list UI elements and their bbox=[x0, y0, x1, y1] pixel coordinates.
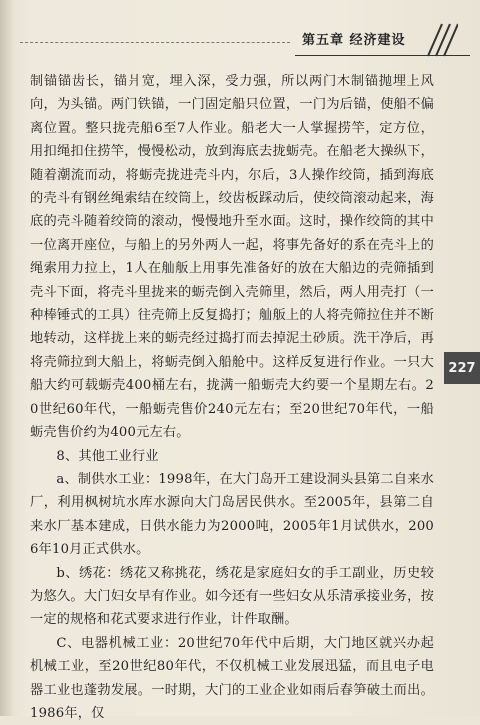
chapter-title: 第五章 经济建设 bbox=[302, 33, 406, 48]
binding-shadow bbox=[0, 0, 14, 716]
header-solid-rule bbox=[295, 55, 470, 56]
section-heading: 8、其他工业行业 bbox=[56, 448, 159, 464]
running-header bbox=[10, 20, 470, 60]
page-number: 227 bbox=[444, 352, 480, 384]
header-slash-ornament bbox=[414, 22, 458, 58]
paragraph-water-supply: a、制供水工业：1998年，在大门岛开工建设洞头县第二自来水厂，利用枫树坑水库水源向大门岛居民供水。至2005年，县第二自来水厂基本建成，日供水能力为2000吨，2005年1月试供水，2006年10月正式供水。 bbox=[30, 471, 434, 558]
paragraph-electrical-machinery: C、电器机械工业：20世纪70年代中后期，大门地区就兴办起机械工业，至20世纪80年代，不仅机械工业发展迅猛，而且电子电器工业也蓬勃发展。一时期，大门的工业企业如雨后春笋破土而出。1986年，仅 bbox=[30, 635, 434, 721]
paragraph-embroidery: b、绣花：绣花又称挑花，绣花是家庭妇女的手工副业，历史较为悠久。大门妇女早有作业。如今还有一些妇女从乐清承接业务，按一定的规格和花式要求进行作业，计件取酬。 bbox=[30, 565, 434, 628]
header-dashed-rule bbox=[20, 42, 290, 43]
body-text bbox=[30, 70, 434, 725]
paragraph-continued: 制锚锚齿长，锚爿宽，埋入深，受力强，所以两门木制锚抛埋上风向，为头锚。两门铁锚，一门固定船只位置，一门为后锚，使船不偏离位置。整只拢壳船6至7人作业。船老大一人掌握捞竿，定方位，用扣绳扣住捞竿，慢慢松动，放到海底去拢蛎壳。在船老大操纵下，随着潮流而动，将蛎壳拢进壳斗内，尔后，3人操作绞筒，插到海底的壳斗有钢丝绳索结在绞筒上，绞齿板踩动后，使绞筒滚动起来，海底的壳斗随着绞筒的滚动，慢慢地升至水面。这时，操作绞筒的其中一位离开座位，与船上的另外两人一起，将事先备好的系在壳斗上的绳索用力拉上，1人在舢舨上用事先准备好的放在大船边的壳筛插到壳斗下面，将壳斗里拢来的蛎壳倒入壳筛里，然后，两人用壳打（一种棒锤式的工具）往壳筛上反复捣打；舢舨上的人将壳筛拉住并不断地转动，这样拢上来的蛎壳经过捣打而去掉泥土砂质。洗干净后，再将壳筛拉到大船上，将蛎壳倒入船舱中。这样反复进行作业。一只大船大约可载蛎壳400桶左右，拢满一船蛎壳大约要一个星期左右。20世纪60年代，一船蛎壳售价240元左右；至20世纪70年代，一船蛎壳售价约为400元左右。 bbox=[30, 74, 434, 441]
